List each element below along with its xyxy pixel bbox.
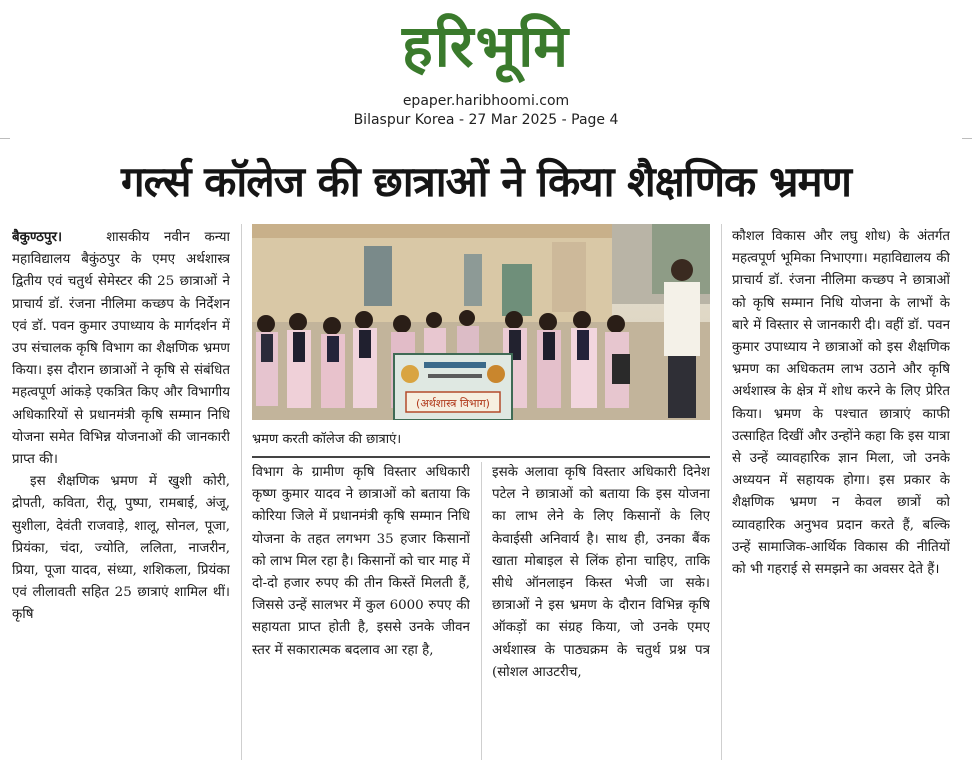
group-photo-illustration — [252, 224, 710, 420]
column-2-paragraph: विभाग के ग्रामीण कृषि विस्तार अधिकारी कृष्ण कुमार यादव ने छात्राओं को बताया कि कोरिया जिले में प्रधानमंत्री कृषि सम्मान निधि योजना के तहत लगभग 35 हजार किसानों को लाभ मिल रहा है। किसानों को चार माह में दो-दो हजार रुपए की तीन किस्तें मिलती हैं, जिससे उन्हें सालभर में कुल 6000 रुपए की सहायता प्राप्त होती है, इससे उनके जीवन स्तर में सकारात्मक बदलाव आ रहा है, — [252, 465, 470, 658]
article-photo — [252, 224, 710, 420]
masthead — [0, 0, 972, 136]
left-divider — [0, 138, 10, 139]
column-divider — [481, 462, 482, 760]
column-1-paragraph-2: इस शैक्षणिक भ्रमण में खुशी कोरी, द्रोपती, कविता, रीतू, पुष्पा, रामबाई, अंजू, सुशीला, देवंती राजवाड़े, शालू, सोनल, पूजा, प्रियंका, चंदा, ज्योति, ललिता, नाजरीन, प्रिया, पूजा यादव, संध्या, शशिकला, प्रियंका एवं लीलावती सहित 25 छात्राएं शामिल थीं। कृषि — [12, 474, 230, 623]
right-divider — [962, 138, 972, 139]
column-divider — [721, 224, 722, 760]
column-2 — [252, 462, 470, 758]
column-divider — [241, 224, 242, 760]
photo-caption: भ्रमण करती कॉलेज की छात्राएं। — [252, 432, 402, 447]
paragraph-text: शासकीय नवीन कन्या महाविद्यालय बैकुंठपुर के एमए अर्थशास्त्र द्वितीय एवं चतुर्थ सेमेस्टर की 25 छात्राओं ने प्राचार्य डॉ. रंजना नीलिमा कच्छप के निर्देशन एवं डॉ. पवन कुमार उपाध्याय के मार्गदर्शन में उप संचालक कृषि विभाग का शैक्षणिक भ्रमण किया। इस दौरान छात्राओं ने कृषि से संबंधित महत्वपूर्ण आंकड़े एकत्रित किए और विभागीय अधिकारियों से प्रधानमंत्री कृषि सम्मान निधि योजना समेत विभिन्न योजनाओं की जानकारी प्राप्त की। — [12, 230, 230, 468]
site-url[interactable]: epaper.haribhoomi.com — [402, 93, 570, 109]
edition-line: Bilaspur Korea - 27 Mar 2025 - Page 4 — [353, 112, 619, 128]
logo-text: हरिभूमि — [401, 12, 571, 80]
source-info — [0, 92, 972, 130]
column-4-paragraph: कौशल विकास और लघु शोध) के अंतर्गत महत्वपूर्ण भूमिका निभाएगा। महाविद्यालय की प्राचार्य डॉ. रंजना नीलिमा कच्छप ने छात्राओं को कृषि सम्मान निधि योजना के लाभों के बारे में विस्तार से जानकारी दी। वहीं डॉ. पवन कुमार उपाध्याय ने छात्राओं को इस शैक्षणिक भ्रमण का अधिकतम लाभ उठाने और कृषि अर्थशास्त्र के क्षेत्र में शोध करने के लिए प्रेरित किया। भ्रमण के पश्चात छात्राएं काफी उत्साहित दिखीं और उन्होंने कहा कि इस यात्रा से उन्हें व्यावहारिक ज्ञान मिला, जो उनके अध्ययन में सहायक होगा। इस प्रकार के शैक्षणिक भ्रमण न केवल छात्रों को व्यावहारिक अनुभव प्रदान करते हैं, बल्कि उन्हें सामाजिक-आर्थिक विकास की नीतियों को भी गहराई से समझने का अवसर देते हैं। — [732, 229, 950, 578]
haribhoomi-logo[interactable] — [338, 10, 634, 82]
column-3-paragraph: इसके अलावा कृषि विस्तार अधिकारी दिनेश पटेल ने छात्राओं को बताया कि इस योजना का लाभ लेने के लिए किसानों के लिए केवाईसी अनिवार्य है। साथ ही, उनका बैंक खाता मोबाइल से लिंक होना चाहिए, ताकि सीधे ऑनलाइन किस्त भेजी जा सके। छात्राओं ने इस भ्रमण के दौरान विभिन्न कृषि ऑकड़ों का संग्रह किया, जो उनके एमए अर्थशास्त्र के पाठ्यक्रम के चतुर्थ प्रश्न पत्र (सोशल आउटरीच, — [492, 465, 710, 680]
headline: गर्ल्स कॉलेज की छात्राओं ने किया शैक्षणिक भ्रमण — [121, 157, 851, 206]
column-4 — [732, 226, 950, 758]
banner-text: (अर्थशास्त्र विभाग) — [416, 397, 490, 410]
column-1-paragraph-1 — [12, 226, 230, 471]
column-1 — [12, 226, 230, 758]
caption-divider — [252, 456, 710, 458]
dateline: बैकुण्ठपुर। — [12, 229, 63, 245]
column-3 — [492, 462, 710, 758]
department-banner — [394, 354, 512, 420]
